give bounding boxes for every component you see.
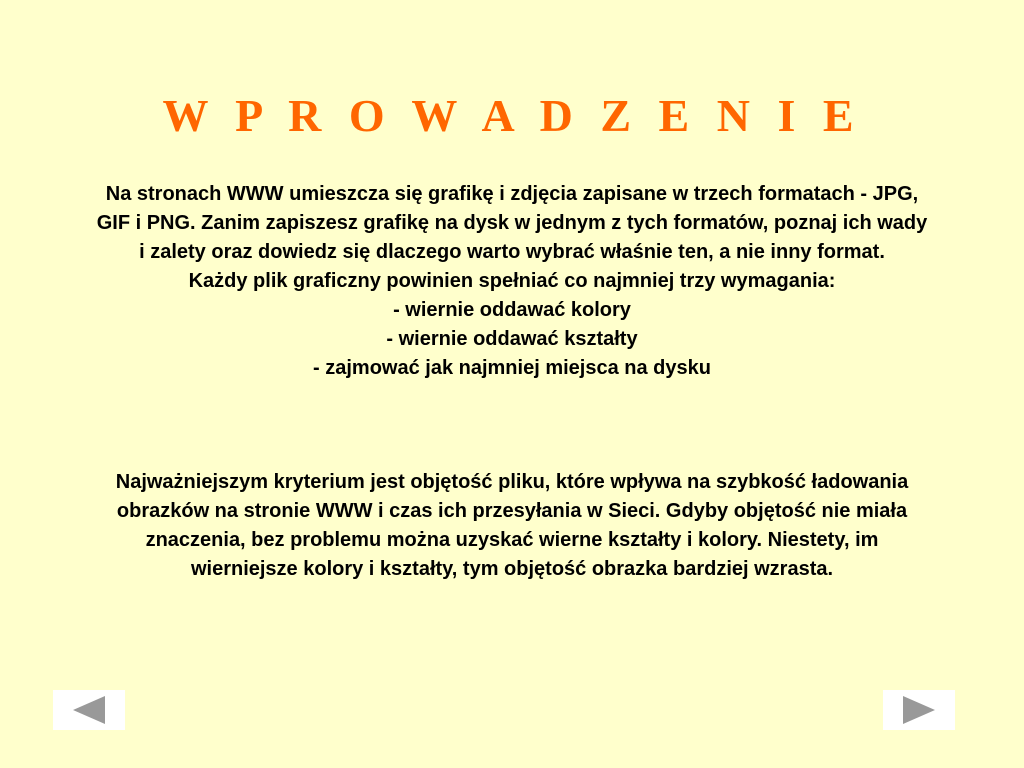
intro-paragraph: Na stronach WWW umieszcza się grafikę i zdjęcia zapisane w trzech formatach - JPG, GIF i PNG. Zanim zapiszesz grafikę na dysk w jednym z tych formatów, poznaj ich wady i zalety oraz dowiedz się dlaczego warto wybrać właśnie ten, a nie inny format. bbox=[96, 183, 928, 263]
slide-title: W P R O W A D Z E N I E bbox=[162, 90, 862, 141]
criterion-paragraph: Najważniejszym kryterium jest objętość pliku, które wpływa na szybkość ładowania obrazków na stronie WWW i czas ich przesyłania w Sieci. Gdyby objętość nie miała znaczenia, bez problemu można uzyskać wierne kształty i kolory. Niestety, im wierniejsze kolory i kształty, tym objętość obrazka bardziej wzrasta. bbox=[115, 471, 909, 580]
requirement-item: - zajmować jak najmniej miejsca na dysku bbox=[313, 357, 711, 379]
arrow-left-icon bbox=[53, 690, 125, 730]
intro-block bbox=[96, 180, 928, 383]
previous-slide-button[interactable] bbox=[53, 690, 125, 730]
requirement-item: - wiernie oddawać kształty bbox=[386, 328, 638, 350]
requirements-heading: Każdy plik graficzny powinien spełniać co najmniej trzy wymagania: bbox=[188, 270, 836, 292]
requirement-item: - wiernie oddawać kolory bbox=[393, 299, 631, 321]
arrow-right-icon bbox=[883, 690, 955, 730]
next-slide-button[interactable] bbox=[883, 690, 955, 730]
